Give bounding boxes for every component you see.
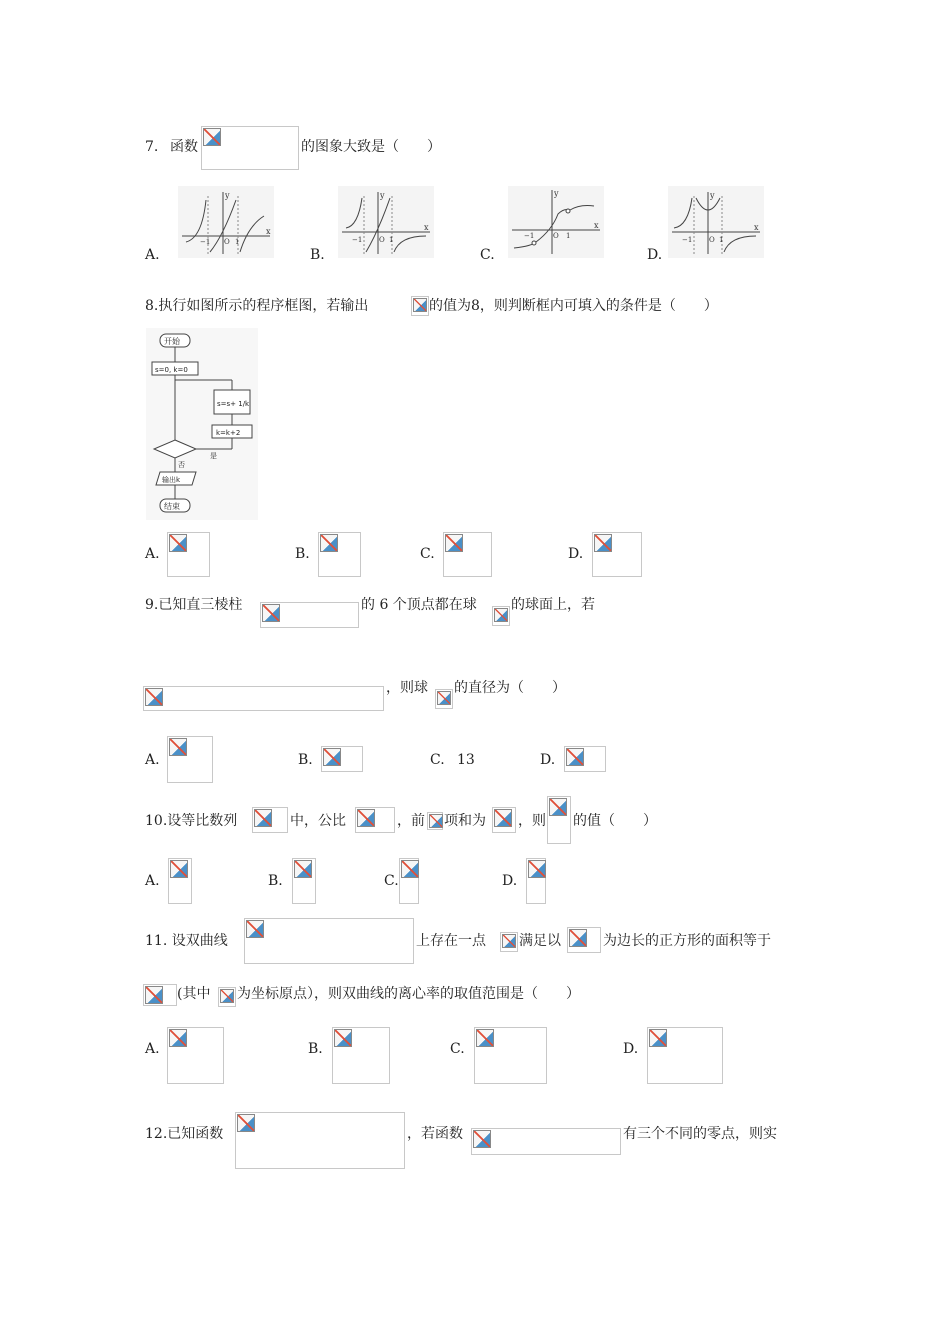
formula-image xyxy=(252,807,288,833)
flowchart-end: 结束 xyxy=(164,502,180,511)
origin-label: O xyxy=(379,236,385,244)
tick-label: 1 xyxy=(389,236,394,244)
q10-text-d: 项和为 xyxy=(444,813,486,829)
graph-b xyxy=(338,186,434,258)
q7-option-c: C. xyxy=(480,247,495,263)
q11-text-b: 上存在一点 xyxy=(416,933,486,949)
q9-text-c: 的球面上，若 xyxy=(511,597,595,613)
tick-label: −1 xyxy=(682,236,693,244)
tick-label: −1 xyxy=(524,232,535,240)
tick-label: 1 xyxy=(235,238,240,246)
formula-image xyxy=(321,746,363,772)
formula-image xyxy=(143,686,384,711)
formula-image xyxy=(235,1112,405,1169)
q10-option-d: D. xyxy=(502,873,518,889)
formula-image xyxy=(526,858,546,904)
origin-label: O xyxy=(224,238,230,246)
q12-text-b: ，若函数 xyxy=(407,1126,463,1142)
q8-option-a: A. xyxy=(145,546,160,562)
origin-label: O xyxy=(553,232,559,240)
q10-text-a: 10.设等比数列 xyxy=(145,813,238,829)
formula-image xyxy=(411,296,429,316)
q10-option-a: A. xyxy=(145,873,160,889)
x-axis-label: x xyxy=(754,223,759,232)
graph-c xyxy=(508,186,604,258)
q9-option-c-value: 13 xyxy=(457,752,475,768)
formula-image xyxy=(244,918,414,964)
q11-option-b: B. xyxy=(308,1041,323,1057)
q8-option-c: C. xyxy=(420,546,435,562)
flowchart-yes: 是 xyxy=(210,452,217,460)
formula-image xyxy=(492,807,516,833)
flowchart-no: 否 xyxy=(178,461,185,469)
q9-text-b: 的 6 个顶点都在球 xyxy=(361,597,477,613)
formula-image xyxy=(332,1027,390,1084)
y-axis-label: y xyxy=(554,189,559,198)
origin-label: O xyxy=(709,236,715,244)
formula-image xyxy=(592,532,642,577)
q11-option-c: C. xyxy=(450,1041,465,1057)
formula-image xyxy=(500,932,518,952)
flowchart xyxy=(146,328,258,524)
q10-option-c: C. xyxy=(384,873,399,889)
q8-option-d: D. xyxy=(568,546,584,562)
q10-text-e: ，则 xyxy=(518,813,546,829)
q11-text-d: 为边长的正方形的面积等于 xyxy=(603,933,771,949)
q12-text-c: 有三个不同的零点，则实 xyxy=(623,1126,777,1142)
formula-image xyxy=(292,858,316,904)
formula-image xyxy=(399,858,419,904)
tick-label: −1 xyxy=(200,238,211,246)
q12-text-a: 12.已知函数 xyxy=(145,1126,224,1142)
q11-text-a: 11. 设双曲线 xyxy=(145,933,228,949)
q9-option-b: B. xyxy=(298,752,313,768)
formula-image xyxy=(318,532,361,577)
graph-a xyxy=(178,186,274,258)
x-axis-label: x xyxy=(424,223,429,232)
flowchart-update-s: s=s+ 1/k xyxy=(217,400,250,408)
q7-suffix: 的图象大致是（ ） xyxy=(301,139,441,155)
formula-image xyxy=(427,812,443,830)
formula-image xyxy=(167,1027,224,1084)
q11-text-e: (其中 xyxy=(177,986,211,1002)
graph-d xyxy=(668,186,764,258)
formula-image xyxy=(564,746,606,772)
formula-image xyxy=(474,1027,547,1084)
x-axis-label: x xyxy=(266,227,271,236)
flowchart-output: 输出k xyxy=(162,476,181,484)
q8-option-b: B. xyxy=(295,546,310,562)
formula-image xyxy=(168,858,192,904)
formula-image xyxy=(218,987,236,1007)
q9-option-a: A. xyxy=(145,752,160,768)
formula-image xyxy=(201,126,299,170)
q7-option-b: B. xyxy=(310,247,325,263)
q10-text-b: 中，公比 xyxy=(290,813,346,829)
q7-option-d: D. xyxy=(647,247,663,263)
q9-text-a: 9.已知直三棱柱 xyxy=(145,597,243,613)
q7-number: 7. xyxy=(145,139,159,155)
y-axis-label: y xyxy=(710,191,715,200)
q9-text-e: 的直径为（ ） xyxy=(454,680,566,696)
q9-option-c: C. xyxy=(430,752,445,768)
formula-image xyxy=(547,796,571,844)
q9-text-d: ，则球 xyxy=(386,680,428,696)
tick-label: 1 xyxy=(566,232,571,240)
q7-option-a: A. xyxy=(145,247,160,263)
formula-image xyxy=(167,532,210,577)
formula-image xyxy=(471,1128,621,1155)
formula-image xyxy=(167,736,213,783)
formula-image xyxy=(143,984,177,1006)
flowchart-start: 开始 xyxy=(164,337,180,346)
flowchart-update-k: k=k+2 xyxy=(216,429,241,437)
q11-text-c: 满足以 xyxy=(519,933,561,949)
q11-option-d: D. xyxy=(623,1041,639,1057)
formula-image xyxy=(435,689,453,709)
q10-text-c: ，前 xyxy=(397,813,425,829)
y-axis-label: y xyxy=(225,191,230,200)
tick-label: 1 xyxy=(719,236,724,244)
x-axis-label: x xyxy=(594,221,599,230)
formula-image xyxy=(260,602,359,628)
q7-prefix: 函数 xyxy=(170,139,198,155)
formula-image xyxy=(567,927,601,953)
q11-text-f: 为坐标原点），则双曲线的离心率的取值范围是（ ） xyxy=(237,986,580,1002)
q10-text-f: 的值（ ） xyxy=(573,813,657,829)
q11-option-a: A. xyxy=(145,1041,160,1057)
formula-image xyxy=(647,1027,723,1084)
formula-image xyxy=(492,606,510,626)
y-axis-label: y xyxy=(380,191,385,200)
flowchart-init: s=0, k=0 xyxy=(155,366,188,374)
q8-text-a: 8.执行如图所示的程序框图，若输出 xyxy=(145,298,369,314)
formula-image xyxy=(443,532,492,577)
q10-option-b: B. xyxy=(268,873,283,889)
q8-text-b: 的值为8，则判断框内可填入的条件是（ ） xyxy=(429,298,718,314)
formula-image xyxy=(355,807,395,833)
tick-label: −1 xyxy=(352,236,363,244)
q9-option-d: D. xyxy=(540,752,556,768)
